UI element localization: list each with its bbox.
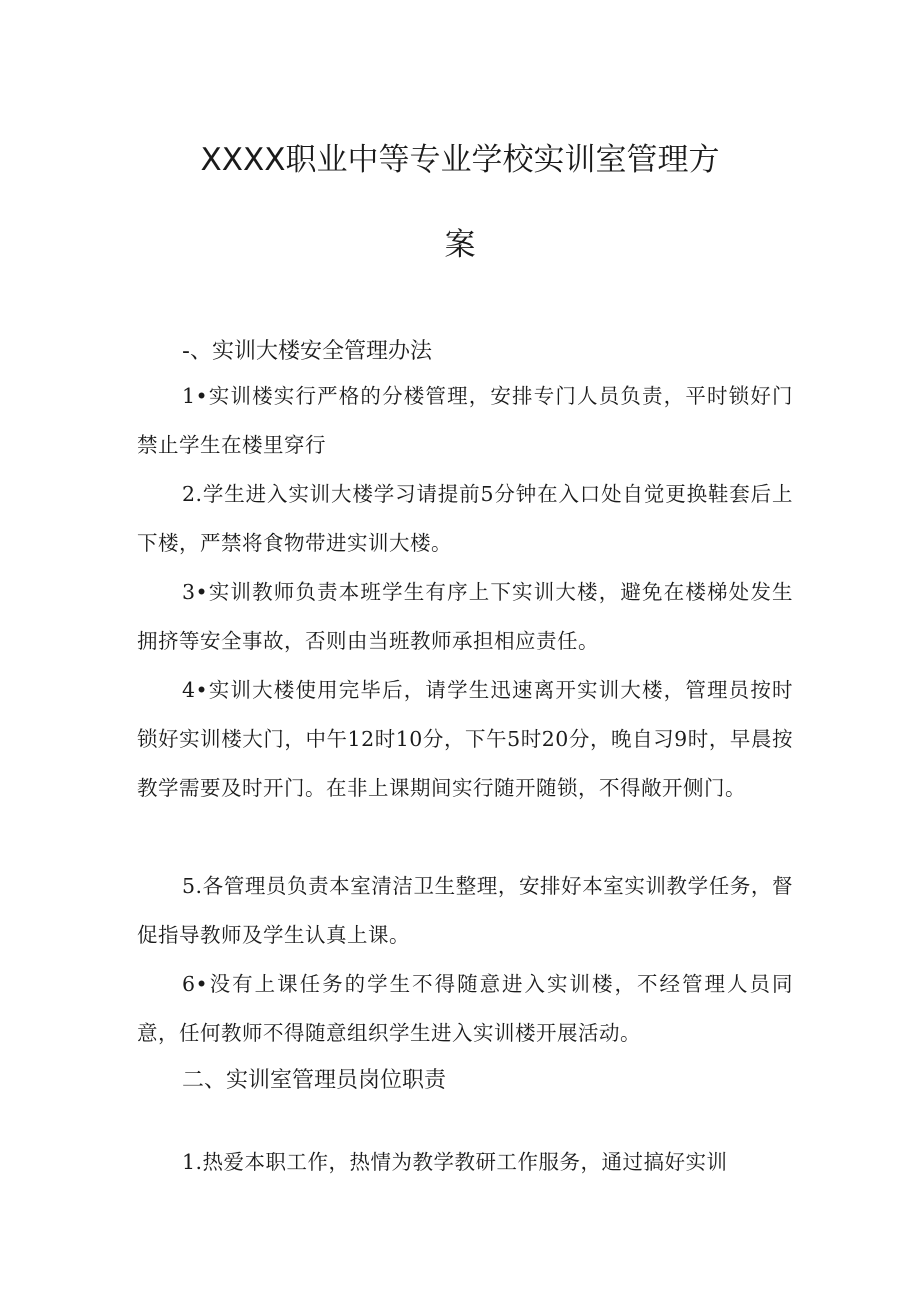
document-title-line-1: XXXX职业中等专业学校实训室管理方 xyxy=(200,142,720,178)
section-1-item-4: 4•实训大楼使用完毕后，请学生迅速离开实训大楼，管理员按时锁好实训楼大门，中午12时10分，下午5时20分，晚自习9时，早晨按教学需要及时开门。在非上课期间实行随开随锁，不得敞开侧门。 xyxy=(137,678,793,800)
section-1-item-5: 5.各管理员负责本室清洁卫生整理，安排好本室实训教学任务，督促指导教师及学生认真上课。 xyxy=(137,874,793,947)
section-1-item-1: 1•实训楼实行严格的分楼管理，安排专门人员负责，平时锁好门禁止学生在楼里穿行 xyxy=(137,384,793,457)
section-2-item-1: 1.热爱本职工作，热情为教学教研工作服务，通过搞好实训 xyxy=(182,1150,728,1174)
section-2-heading: 二、实训室管理员岗位职责 xyxy=(182,1068,447,1093)
section-1-item-6: 6•没有上课任务的学生不得随意进入实训楼，不经管理人员同意，任何教师不得随意组织学生进入实训楼开展活动。 xyxy=(137,972,793,1045)
section-1-item-3: 3•实训教师负责本班学生有序上下实训大楼，避免在楼梯处发生拥挤等安全事故，否则由当班教师承担相应责任。 xyxy=(137,580,793,653)
section-1-item-2: 2.学生进入实训大楼学习请提前5分钟在入口处自觉更换鞋套后上下楼，严禁将食物带进实训大楼。 xyxy=(137,482,793,555)
section-1-heading: -、实训大楼安全管理办法 xyxy=(182,339,432,364)
document-title-line-2: 案 xyxy=(444,227,476,263)
